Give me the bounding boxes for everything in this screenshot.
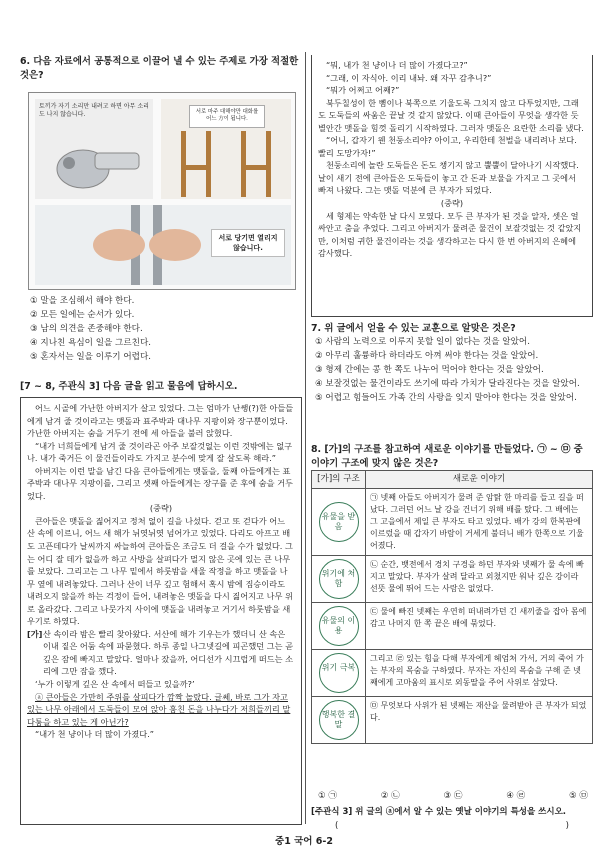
passage-paragraph-8: “내가 천 냥이나 더 많이 가졌다.” (35, 729, 155, 740)
story-passage-left (20, 397, 302, 825)
passage-paragraph-1: 어느 시골에 가난한 아버지가 살고 있었다. 그는 엄마가 난쌩(?)한 아들들에게 남겨 줄 것이라고는 맷돌과 표주박과 대나무 지팡이와 장구뿐이었다. 가난한 아버지는 숨을 거두기 전에 세 아들을 불러 앉혔다. (27, 403, 294, 439)
stage-badge: 유물의 이용 (319, 606, 359, 646)
q8-option-1[interactable]: ① ㉠ (318, 791, 338, 801)
whistle-icon (35, 135, 153, 195)
whistle-image (35, 99, 153, 199)
right-line-3: “뭐가 어쩌고 어째?” (326, 85, 400, 96)
table-row (312, 488, 593, 555)
question-8-options (318, 790, 588, 804)
question-6-image-collage (28, 92, 296, 290)
section-ga-label: [가] (27, 628, 43, 639)
subjective-3-head: [주관식 3] 위 글의 ⓐ에서 알 수 있는 옛날 이야기의 특성을 쓰시오. (311, 807, 567, 817)
q7-option-5[interactable]: ⑤ 어렵고 힘들어도 가족 간의 사랑을 잊지 말아야 한다는 것을 알았어. (315, 392, 577, 403)
passage-paragraph-a: ⓐ 큰아들은 가만히 주위를 살피다가 깜짝 놀랐다. 글쎄, 바로 그가 자고 있는 나무 아래에서 도둑들이 모여 앉아 훔친 돈을 나누다가 저희들끼리 말다툼을 하고 있는 게 아닌가? (27, 691, 291, 727)
q7-option-1[interactable]: ① 사람의 노력으로 이루지 못할 일이 없다는 것을 알았어. (315, 337, 530, 347)
right-paragraph-4: 세 형제는 약속한 날 다시 모였다. 모두 큰 부자가 된 것을 알자, 셋은 얼싸안고 춤을 추었다. 그리고 아버지가 물려준 물건이 보잘것없는 것 같았지만, 이처럼 귀한 물건이라는 것을 생각하고는 다시 한 번 아버지의 은혜에 감사했다. (318, 210, 582, 259)
q7-option-2[interactable]: ② 아무리 훌륭하다 하더라도 아껴 써야 한다는 것을 알았어. (315, 350, 539, 361)
right-line-1: “뭐, 내가 천 냥이나 더 많이 가졌다고?” (326, 60, 468, 70)
chairs-caption: 서로 마주 대해야만 대화를 어느 方이 됩니다. (189, 105, 265, 128)
story-cell: ㉤ 무엇보다 사위가 된 넷째는 재산을 물려받아 큰 부자가 되었다. (366, 696, 593, 743)
page-footer: 중1 국어 6-2 (275, 836, 333, 847)
story-cell: ㉠ 넷째 아들도 아버지가 물려 준 암탉 한 마리를 들고 길을 떠났다. 그러던 어느 날 강을 건너기 위해 배를 탔다. 그 배에는 그 고을에서 제일 큰 부자도 타고 있었다. 배가 강의 한복판에 이르렀을 때 갑자기 바람이 거세게 불더니 배가 한쪽으로 기울어졌다. (366, 488, 593, 555)
q6-option-2[interactable]: ② 모든 일에는 순서가 있다. (30, 309, 135, 320)
q7-option-3[interactable]: ③ 형제 간에는 콩 한 쪽도 나누어 먹어야 한다는 것을 알았어. (315, 364, 544, 375)
question-7-head: 7. 위 글에서 얻을 수 있는 교훈으로 알맞은 것은? (311, 323, 516, 334)
questions-7-8-head: [7 ~ 8, 주관식 3] 다음 글을 읽고 물음에 답하시오. (20, 381, 238, 392)
table-row (312, 555, 593, 602)
structure-column-header: [가]의 구조 (312, 471, 366, 489)
q8-option-3[interactable]: ③ ㉢ (443, 791, 463, 801)
passage-paragraph-2: “내가 너희들에게 남겨 줄 것이라곤 아주 보잘것없는 이런 것밖에는 없구나. 내가 죽거든 이 물건들이라도 가지고 분수에 맞게 잘 살도록 해라.” (27, 440, 293, 464)
right-paragraph-2: “어니, 갑자기 웬 천둥소리야? 아이고, 우리한테 천벌을 내리려나 보다. 빨리 도망가자!” (318, 135, 577, 158)
q7-option-4[interactable]: ④ 보잘것없는 물건이라도 쓰기에 따라 가치가 달라진다는 것을 알았어. (315, 378, 580, 389)
right-line-2: “그래, 이 자식아. 이리 내놔. 왜 자꾸 감추니?” (326, 72, 492, 83)
door-handles-image (35, 205, 291, 285)
question-8-head: 8. [가]의 구조를 참고하여 새로운 이야기를 만들었다. ㉠ ~ ㉤ 중 이야기 구조에 맞지 않은 것은? (311, 444, 583, 469)
passage-paragraph-5: 산 속이라 밤은 빨리 찾아왔다. 서산에 해가 기우는가 했더니 산 속은 이내 짙은 어둠 속에 파묻혔다. 하루 종일 나그넷길에 피곤했던 그는 곧 깊은 잠에 빠지고 말았다. 얼마나 잤을까, 어디선가 시끄럽게 떠드는 소리에 그만 잠을 깼다. (43, 628, 294, 677)
subjective-3 (311, 806, 593, 833)
q6-option-3[interactable]: ③ 남의 의견을 존중해야 한다. (30, 323, 143, 334)
table-row (312, 649, 593, 696)
stage-badge: 위기 극복 (319, 653, 359, 693)
table-row (312, 602, 593, 649)
story-cell: 그리고 ㉣ 있는 힘을 다해 부자에게 헤엄쳐 가서, 거의 죽어 가는 부자의 목숨을 구하였다. 부자는 자신의 목숨을 구해 준 넷째에게 고마움의 표시로 외동딸을 주어 사위로 삼았다. (366, 649, 593, 696)
q6-option-1[interactable]: ① 말을 조심해서 해야 한다. (30, 296, 135, 306)
story-passage-right (311, 55, 593, 317)
q6-option-4[interactable]: ④ 지나친 욕심이 일을 그르친다. (30, 337, 151, 348)
story-cell: ㉡ 순간, 뱃전에서 경치 구경을 하던 부자와 넷째가 물 속에 빠지고 말았다. 부자가 살려 달라고 외쳤지만 워낙 깊은 강이라 선뜻 물에 뛰어 드는 사람은 없었다. (366, 555, 593, 602)
new-story-column-header: 새로운 이야기 (366, 471, 593, 489)
stage-badge: 행복한 결말 (319, 700, 359, 740)
question-6-head: 6. 다음 자료에서 공통적으로 이끌어 낼 수 있는 주제로 가장 적절한 것은? (20, 56, 299, 81)
whistle-caption: 토끼가 자기 소리만 내려고 하면 아무 소리도 나지 않습니다. (39, 103, 149, 119)
story-cell: ㉢ 물에 빠진 넷째는 우연히 떠내려가던 긴 새끼줄을 잡아 몸에 감고 나머지 한 쪽 끝은 배에 묶었다. (366, 602, 593, 649)
q6-option-5[interactable]: ⑤ 혼자서는 일을 이루기 어렵다. (30, 351, 151, 362)
right-paragraph-3: 천둥소리에 놀란 도둑들은 돈도 챙기지 않고 뿔뿔이 달아나기 시작했다. 날이 새기 전에 큰아들은 도둑들이 놓고 간 돈과 보물을 가지고 그 곳에서 빠져 나왔다. 그는 맷돌 덕분에 큰 부자가 되었다. (318, 160, 579, 196)
stage-badge: 유물을 받음 (319, 502, 359, 542)
passage-omission-mark: (중략) (149, 503, 173, 514)
blank-close-paren: ) (565, 820, 569, 831)
q8-option-5[interactable]: ⑤ ㉤ (568, 791, 588, 801)
chairs-icon (161, 129, 291, 199)
passage-section-ga (27, 628, 295, 678)
chairs-image (161, 99, 291, 199)
q8-option-4[interactable]: ④ ㉣ (506, 791, 526, 801)
question-6-options (30, 295, 300, 365)
stage-badge: 위기에 처함 (319, 559, 359, 599)
story-structure-table (311, 470, 593, 744)
answer-blank[interactable] (311, 820, 593, 834)
right-omission-mark: (중략) (440, 198, 464, 209)
door-caption: 서로 당기면 열리지 않습니다. (211, 229, 285, 257)
blank-open-paren: ( (335, 820, 339, 831)
passage-paragraph-6: ‘누가 이렇게 깊은 산 속에서 떠들고 있을까?’ (35, 679, 195, 690)
table-row (312, 696, 593, 743)
passage-paragraph-3: 아버지는 이런 말을 남긴 다음 큰아들에게는 맷돌을, 둘째 아들에게는 표주박과 대나무 지팡이를, 그리고 셋째 아들에게는 장구를 준 후에 숨을 거두었다. (27, 465, 293, 501)
column-divider (305, 52, 306, 824)
passage-paragraph-4: 큰아들은 맷돌을 짊어지고 정처 없이 길을 나섰다. 걷고 또 걷다가 어느 산 속에 이르니, 어느 새 해가 뉘엿뉘엿 넘어가고 있었다. 다리도 아프고 배도 고픈데다가 날씨까지 싸늘하여 큰아들은 조금도 더 걸을 수가 없었다. 그는 어디 잘 데가 없을까 하고 사방을 살펴다가 멀지 않은 곳에 있는 큰 나무를 보았다. 그리고는 그 나무 밑에서 하룻밤을 새울 작정을 하고 맷돌을 나무 옆에 내려놓았다. 그러나 산이 너무 깊고 험해서 혹시 밤에 짐승이라도 내려오지 않을까 하는 걱정이 들어, 내려놓은 맷돌을 다시 짊어지고 나무 위로 올라갔다. 그리고 나뭇가지 사이에 맷돌을 내려놓고 거기서 하룻밤을 새우기로 하였다. (27, 515, 293, 627)
right-paragraph-1: 북두칠성이 한 뼘이나 북쪽으로 기울도록 그치지 않고 다투었지만, 그래도 도둑들의 싸움은 끝날 것 같지 않았다. 이때 큰아들이 무엇을 생각한 듯 별안간 맷돌을 힘껏 돌리기 시작하였다. 그러자 맷돌은 요란한 소리를 냈다. (318, 97, 584, 133)
q8-option-2[interactable]: ② ㉡ (380, 791, 400, 801)
question-7-options (315, 336, 593, 406)
table-header-row (312, 471, 593, 489)
